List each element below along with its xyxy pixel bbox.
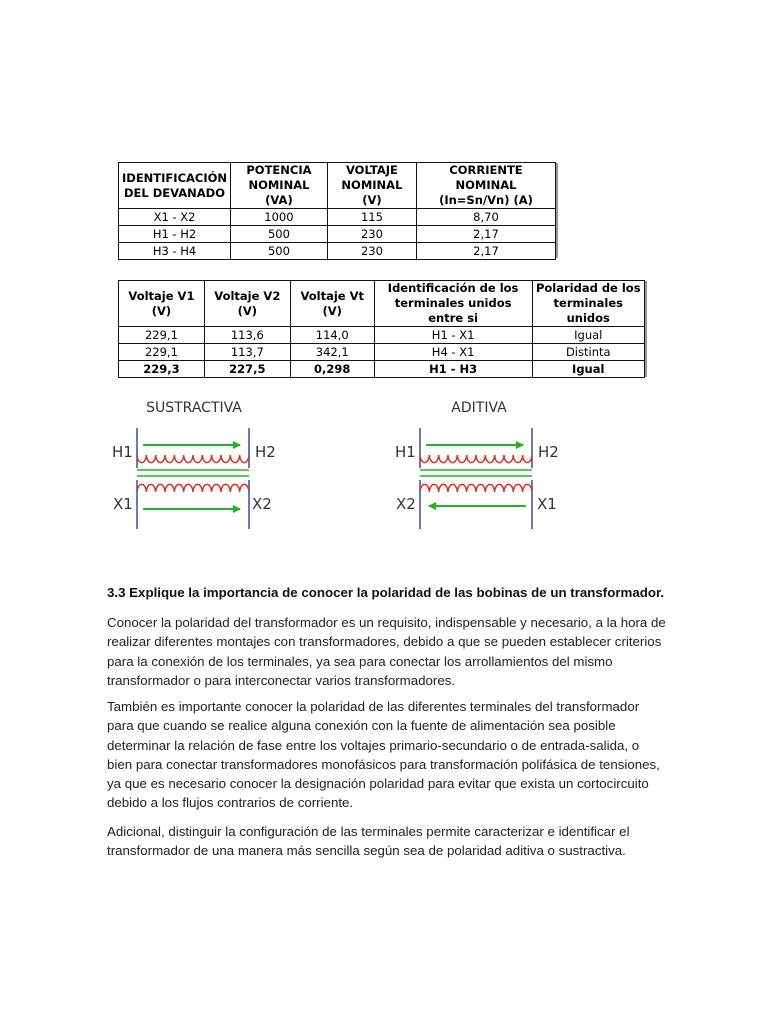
table-header-row	[119, 163, 556, 209]
table-cell: 114,0	[290, 327, 374, 344]
polarity-diagrams	[100, 392, 600, 532]
terminal-label: H1	[112, 443, 133, 461]
table-cell: 2,17	[416, 243, 555, 260]
paragraph: Conocer la polaridad del transformador es un requisito, indispensable y necesario, a la hora de realizar diferentes montajes con transformadores, debido a que se pueden establecer criterios para la conexión de los terminales, ya sea para conectar los arrollamientos del mismo transformador o para interconectar varios transformadores.	[107, 615, 666, 688]
table-cell: 500	[231, 243, 328, 260]
table-cell: 113,6	[204, 327, 290, 344]
rated-values-table	[118, 162, 556, 260]
header-v2: Voltaje V2 (V)	[204, 281, 290, 327]
polarity-test-table	[118, 280, 645, 378]
table-cell: Igual	[532, 361, 644, 378]
terminal-label: X2	[396, 495, 416, 513]
table-cell: X1 - X2	[119, 209, 231, 226]
header-polarity: Polaridad de los terminales unidos	[532, 281, 644, 327]
header-vt: Voltaje Vt (V)	[290, 281, 374, 327]
table-cell: 500	[231, 226, 328, 243]
table-cell: 342,1	[290, 344, 374, 361]
table-cell: H4 - X1	[374, 344, 532, 361]
table-cell: H1 - H3	[374, 361, 532, 378]
table-cell: 2,17	[416, 226, 555, 243]
header-rated-current: CORRIENTE NOMINAL (In=Sn/Vn) (A)	[416, 163, 555, 209]
subtractive-title: SUSTRACTIVA	[146, 400, 242, 416]
table-row	[119, 344, 645, 361]
table-cell: 229,1	[119, 344, 205, 361]
table-cell: 230	[327, 226, 416, 243]
terminal-label: H2	[538, 443, 559, 461]
secondary-coil	[137, 484, 249, 492]
terminal-label: H1	[395, 443, 416, 461]
header-rated-power: POTENCIA NOMINAL (VA)	[231, 163, 328, 209]
terminal-label: X1	[537, 495, 557, 513]
table-cell: 1000	[231, 209, 328, 226]
table-header-row	[119, 281, 645, 327]
table-cell: 230	[327, 243, 416, 260]
subtractive-diagram	[112, 400, 276, 529]
table-cell: 113,7	[204, 344, 290, 361]
table-cell: H3 - H4	[119, 243, 231, 260]
header-rated-voltage: VOLTAJE NOMINAL (V)	[327, 163, 416, 209]
terminal-label: H2	[255, 443, 276, 461]
paragraph: Adicional, distinguir la configuración de las terminales permite caracterizar e identificar el transformador de una manera más sencilla según sea de polaridad aditiva o sustractiva.	[107, 824, 630, 859]
table1-shadow	[556, 163, 558, 258]
terminal-label: X1	[113, 495, 133, 513]
paragraph: También es importante conocer la polaridad de las diferentes terminales del transformador para que cuando se realice alguna conexión con la fuente de alimentación sea posible determinar la relación de fase entre los voltajes primario-secundario o de entrada-salida, o bien para conectar transformadores monofásicos para transformación polifásica de tensiones, ya que es necesario conocer la designación polaridad para evitar que exista un cortocircuito debido a los flujos contrarios de corriente.	[107, 699, 660, 811]
table-cell: 229,1	[119, 327, 205, 344]
additive-diagram	[395, 400, 559, 529]
table-row	[119, 327, 645, 344]
table-cell: H1 - H2	[119, 226, 231, 243]
table-cell: 229,3	[119, 361, 205, 378]
primary-coil	[420, 455, 532, 463]
terminal-label: X2	[252, 495, 272, 513]
header-joined-terminals: Identificación de los terminales unidos entre si	[374, 281, 532, 327]
table-row	[119, 361, 645, 378]
table-cell: Igual	[532, 327, 644, 344]
table-row	[119, 209, 556, 226]
header-winding-id: IDENTIFICACIÓN DEL DEVANADO	[119, 163, 231, 209]
table-row	[119, 226, 556, 243]
header-v1: Voltaje V1 (V)	[119, 281, 205, 327]
table-cell: 0,298	[290, 361, 374, 378]
table-cell: 227,5	[204, 361, 290, 378]
table-cell: Distinta	[532, 344, 644, 361]
table-cell: 8,70	[416, 209, 555, 226]
secondary-coil	[420, 484, 532, 492]
table-cell: H1 - X1	[374, 327, 532, 344]
table2-shadow	[645, 281, 647, 377]
table-cell: 115	[327, 209, 416, 226]
primary-coil	[137, 455, 249, 463]
section-heading: 3.3 Explique la importancia de conocer la polaridad de las bobinas de un transformador.	[107, 585, 665, 600]
additive-title: ADITIVA	[451, 400, 507, 416]
table-row	[119, 243, 556, 260]
